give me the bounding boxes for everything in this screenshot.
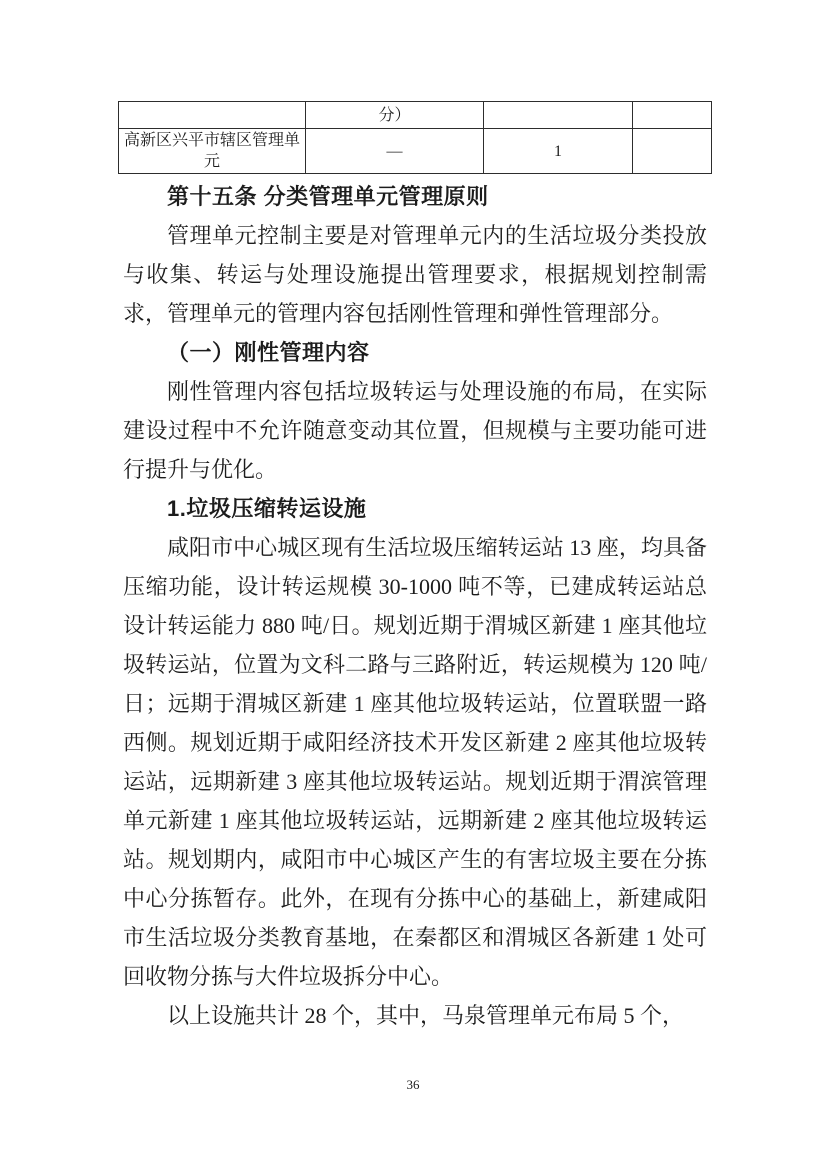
- section-heading-rigid-management: （一）刚性管理内容: [167, 340, 370, 365]
- paragraph-facilities-summary: 以上设施共计 28 个，其中，马泉管理单元布局 5 个，: [167, 1003, 685, 1028]
- table-cell: [633, 102, 712, 129]
- paragraph-facilities-plan: 咸阳市中心城区现有生活垃圾压缩转运站 13 座，均具备压缩功能，设计转运规模 30-1000 吨不等，已建成转运站总设计转运能力 880 吨/日。规划近期于渭城区新建 1 座其他垃圾转运站，位置为文科二路与三路附近，转运规模为 120 吨/日；远期于渭城区新建 1 座其他垃圾转运站，位置联盟一路西侧。规划近期于咸阳经济技术开发区新建 2 座其他垃圾转运站，远期新建 3 座其他垃圾转运站。规划近期于渭滨管理单元新建 1 座其他垃圾转运站，远期新建 2 座其他垃圾转运站。规划期内，咸阳市中心城区产生的有害垃圾主要在分拣中心分拣暂存。此外，在现有分拣中心的基础上，新建咸阳市生活垃圾分类教育基地，在秦都区和渭城区各新建 1 处可回收物分拣与大件垃圾拆分中心。: [123, 535, 707, 989]
- table-cell: [633, 129, 712, 174]
- sub-heading-compression-transfer-facilities: 1.垃圾压缩转运设施: [167, 496, 367, 521]
- paragraph-intro: 管理单元控制主要是对管理单元内的生活垃圾分类投放与收集、转运与处理设施提出管理要求，根据规划控制需求，管理单元的管理内容包括刚性管理和弹性管理部分。: [123, 223, 707, 326]
- table-cell: —: [306, 129, 484, 174]
- article-heading: 第十五条 分类管理单元管理原则: [167, 184, 489, 209]
- table-cell: [119, 102, 306, 129]
- table-row: [119, 129, 712, 174]
- page-number: 36: [406, 1077, 420, 1092]
- document-body: [123, 177, 707, 1035]
- table-cell: 分）: [306, 102, 484, 129]
- management-unit-table: [118, 101, 712, 174]
- table-cell: [484, 102, 633, 129]
- table-row: [119, 102, 712, 129]
- table-cell: 1: [484, 129, 633, 174]
- table-cell-unit-name: 高新区兴平市辖区管理单元: [119, 129, 306, 174]
- paragraph-rigid-management: 刚性管理内容包括垃圾转运与处理设施的布局，在实际建设过程中不允许随意变动其位置，但规模与主要功能可进行提升与优化。: [123, 379, 707, 482]
